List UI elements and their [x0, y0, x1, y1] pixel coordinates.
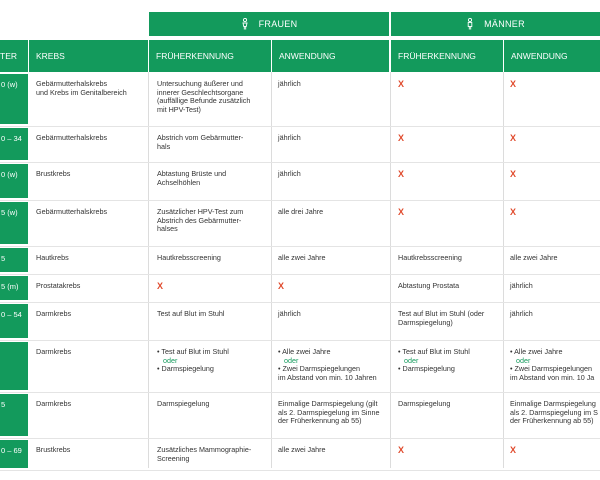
cell-anw-f	[278, 400, 379, 426]
cell-line: Darmspiegelung)	[398, 317, 453, 327]
cell-anw-m	[510, 310, 533, 319]
cell-line: • Darmspiegelung	[398, 364, 455, 374]
cell-line: • Darmspiegelung	[157, 364, 214, 374]
table-row	[0, 202, 600, 247]
cell-line: als 2. Darmspiegelung im S	[510, 407, 598, 417]
oder-label: oder	[516, 355, 531, 365]
cell-line: innerer Geschlechtsorgane	[157, 87, 244, 97]
cell-line: Test auf Blut im Stuhl (oder	[398, 309, 485, 318]
cell-line: Einmalige Darmspiegelung	[510, 399, 596, 408]
cell-line: • Zwei Darmspiegelungen	[278, 364, 361, 374]
age-cell: 5 (m)	[0, 276, 28, 300]
cell-frueh-m	[398, 310, 484, 327]
cell-line: Brustkrebs	[36, 169, 71, 178]
cross-mark: X	[398, 133, 405, 143]
cell-line: Abtastung Brüste und	[157, 169, 227, 178]
table-row	[0, 128, 600, 163]
cell-line: Darmspiegelung	[157, 399, 210, 408]
cell-frueh-f	[157, 208, 243, 234]
table-row	[0, 440, 600, 471]
cell-line: Darmkrebs	[36, 309, 72, 318]
cell-line: im Abstand von min. 10 Jahren	[278, 372, 377, 382]
cell-line: • Alle zwei Jahre	[278, 347, 331, 356]
cell-krebs	[36, 348, 71, 357]
cell-frueh-f	[157, 80, 250, 114]
cell-anw-f	[278, 254, 326, 263]
cell-line: und Krebs im Genitalbereich	[36, 87, 127, 97]
table-row	[0, 276, 600, 303]
cell-line: (auffällige Befunde zusätzlich	[157, 96, 251, 106]
table-row	[0, 164, 600, 201]
col-header-krebs: KREBS	[29, 40, 148, 72]
age-cell: 0 (w)	[0, 164, 28, 198]
cell-frueh-f	[157, 348, 229, 374]
age-cell: 5	[0, 248, 28, 272]
cell-anw-f	[278, 80, 301, 89]
col-header-alter: TER	[0, 40, 28, 72]
cell-line: • Alle zwei Jahre	[510, 347, 563, 356]
age-cell: 0 – 34	[0, 128, 28, 160]
cell-krebs	[36, 282, 80, 291]
cell-line: Prostatakrebs	[36, 281, 81, 290]
cell-line: halses	[157, 224, 178, 234]
female-person-icon	[241, 18, 249, 30]
cross-mark: X	[157, 281, 164, 291]
cell-frueh-m	[398, 282, 459, 291]
cross-mark: X	[510, 169, 517, 179]
cell-frueh-m	[398, 80, 404, 89]
age-cell: 0 – 69	[0, 440, 28, 468]
cell-krebs	[36, 446, 70, 455]
male-person-icon	[466, 18, 474, 30]
group-label-frauen: FRAUEN	[258, 19, 298, 29]
cell-line: Gebärmutterhalskrebs	[36, 207, 108, 216]
oder-label: oder	[163, 355, 178, 365]
cell-anw-m	[510, 282, 533, 291]
cross-mark: X	[398, 207, 405, 217]
cell-anw-f	[278, 446, 326, 455]
cell-frueh-m	[398, 254, 462, 263]
cell-frueh-f	[157, 134, 243, 151]
cross-mark: X	[510, 445, 517, 455]
cell-krebs	[36, 208, 107, 217]
cell-krebs	[36, 80, 127, 97]
cross-mark: X	[398, 169, 405, 179]
cell-frueh-f	[157, 310, 225, 319]
cell-frueh-f	[157, 170, 226, 187]
col-header-frueherkennung-frauen: FRÜHERKENNUNG	[149, 40, 271, 72]
cell-line: alle drei Jahre	[278, 207, 324, 216]
cell-krebs	[36, 310, 71, 319]
age-cell: 0 – 54	[0, 304, 28, 338]
cell-frueh-m	[398, 134, 404, 143]
cell-frueh-f	[157, 254, 221, 263]
cell-anw-f	[278, 170, 301, 179]
cell-anw-f	[278, 208, 323, 217]
cell-line: jährlich	[510, 309, 533, 318]
cell-krebs	[36, 400, 71, 409]
group-header-maenner	[391, 12, 600, 36]
cell-line: Abstrich vom Gebärmutter-	[157, 133, 244, 142]
cell-line: Darmkrebs	[36, 399, 72, 408]
cell-line: Abstrich des Gebärmutter-	[157, 215, 242, 225]
cell-line: jährlich	[510, 281, 533, 290]
cross-mark: X	[398, 445, 405, 455]
age-cell	[0, 342, 28, 390]
cell-krebs	[36, 134, 107, 143]
cell-anw-m	[510, 348, 594, 382]
cell-frueh-m	[398, 208, 404, 217]
cell-line: Gebärmutterhalskrebs	[36, 133, 108, 142]
cell-anw-m	[510, 254, 558, 263]
cell-line: jährlich	[278, 79, 301, 88]
cell-frueh-f	[157, 282, 163, 291]
cell-line: der Früherkennung ab 55)	[510, 416, 594, 426]
cell-krebs	[36, 170, 70, 179]
cell-frueh-m	[398, 348, 470, 374]
col-header-frueherkennung-maenner: FRÜHERKENNUNG	[391, 40, 503, 72]
cell-line: alle zwei Jahre	[510, 253, 558, 262]
cell-anw-f	[278, 348, 377, 382]
age-cell: 0 (w)	[0, 74, 28, 124]
table-row	[0, 74, 600, 127]
cell-line: Einmalige Darmspiegelung (gilt	[278, 399, 378, 408]
oder-label: oder	[404, 355, 419, 365]
cell-line: Abtastung Prostata	[398, 281, 460, 290]
cell-line: Zusätzliches Mammographie-	[157, 445, 252, 454]
cell-line: als 2. Darmspiegelung im Sinne	[278, 407, 380, 417]
table-row	[0, 304, 600, 341]
cell-line: Zusätzlicher HPV-Test zum	[157, 207, 244, 216]
cell-anw-m	[510, 208, 516, 217]
cross-mark: X	[398, 79, 405, 89]
cell-line: • Test auf Blut im Stuhl	[398, 347, 470, 356]
cell-anw-f	[278, 310, 301, 319]
cell-line: jährlich	[278, 169, 301, 178]
age-cell: 5	[0, 394, 28, 436]
cell-anw-m	[510, 446, 516, 455]
cell-frueh-f	[157, 446, 251, 463]
col-header-anwendung-maenner: ANWENDUNG	[504, 40, 600, 72]
table-row	[0, 248, 600, 275]
cell-frueh-f	[157, 400, 209, 409]
cell-line: Hautkrebsscreening	[398, 253, 462, 262]
cell-line: im Abstand von min. 10 Ja	[510, 372, 595, 382]
cross-mark: X	[510, 133, 517, 143]
cell-frueh-m	[398, 170, 404, 179]
cell-anw-f	[278, 134, 301, 143]
col-header-anwendung-frauen: ANWENDUNG	[272, 40, 389, 72]
cell-frueh-m	[398, 400, 450, 409]
cell-frueh-m	[398, 446, 404, 455]
cell-line: • Test auf Blut im Stuhl	[157, 347, 229, 356]
cell-line: • Zwei Darmspiegelungen	[510, 364, 593, 374]
group-label-maenner: MÄNNER	[484, 19, 525, 29]
cell-anw-f	[278, 282, 284, 291]
cell-anw-m	[510, 134, 516, 143]
cell-line: alle zwei Jahre	[278, 445, 326, 454]
cell-line: Gebärmutterhalskrebs	[36, 79, 108, 88]
cell-line: Darmkrebs	[36, 347, 72, 356]
cell-line: mit HPV-Test)	[157, 104, 201, 114]
cell-anw-m	[510, 400, 598, 426]
age-cell: 5 (w)	[0, 202, 28, 244]
cell-line: hals	[157, 141, 171, 151]
oder-label: oder	[284, 355, 299, 365]
cell-line: Darmspiegelung	[398, 399, 451, 408]
cell-line: jährlich	[278, 133, 301, 142]
cross-mark: X	[510, 79, 517, 89]
cell-line: jährlich	[278, 309, 301, 318]
table-row	[0, 342, 600, 393]
cell-line: alle zwei Jahre	[278, 253, 326, 262]
cross-mark: X	[510, 207, 517, 217]
cell-krebs	[36, 254, 69, 263]
cell-line: Hautkrebs	[36, 253, 69, 262]
cell-line: Screening	[157, 453, 190, 463]
cell-line: der Früherkennung ab 55)	[278, 416, 362, 426]
cell-line: Untersuchung äußerer und	[157, 79, 243, 88]
table-row	[0, 394, 600, 439]
cell-line: Hautkrebsscreening	[157, 253, 221, 262]
cross-mark: X	[278, 281, 285, 291]
cell-line: Achselhöhlen	[157, 177, 201, 187]
group-header-frauen	[149, 12, 389, 36]
cell-anw-m	[510, 170, 516, 179]
cell-line: Brustkrebs	[36, 445, 71, 454]
cell-line: Test auf Blut im Stuhl	[157, 309, 225, 318]
cell-anw-m	[510, 80, 516, 89]
